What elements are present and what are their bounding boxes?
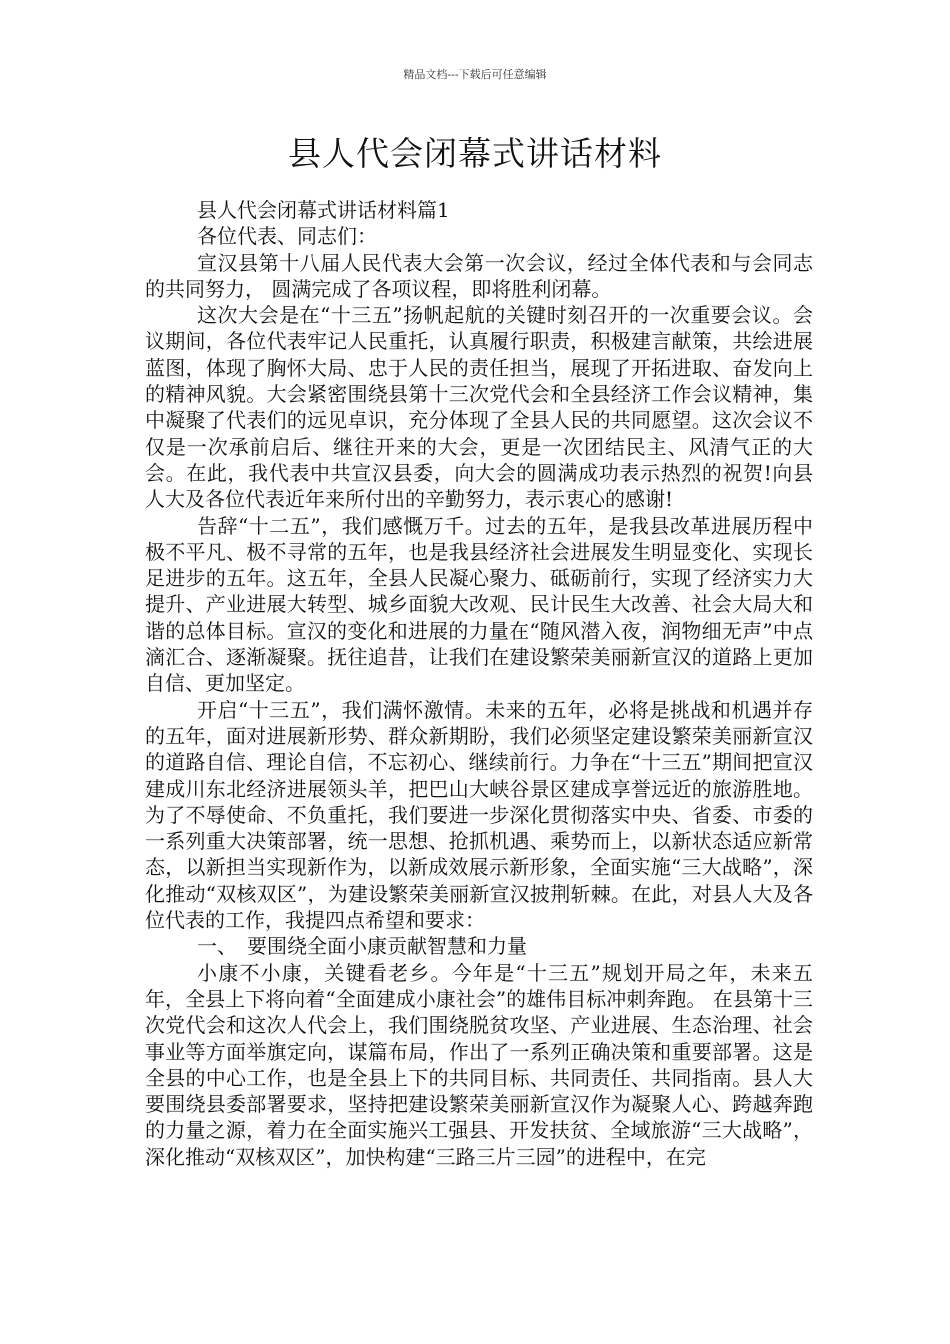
paragraph-subtitle: 县人代会闭幕式讲话材料篇1 [197,198,450,222]
document-title: 县人代会闭幕式讲话材料 [288,134,662,173]
section-heading: 一、 要围绕全面小康贡献智慧和力量 [197,934,527,959]
header-note: 精品文档---下载后可任意编辑 [403,68,547,81]
paragraph: 告辞“十二五”，我们感慨万千。过去的五年，是我县改革进展历程中极不平凡、极不寻常的五年，也是我县经济社会进展发生明显变化、实现长足进步的五年。这五年，全县人民凝心聚力、砥砺前行，实现了经济实力大提升、产业进展大转型、城乡面貌大改观、民计民生大改善、社会大局大和谐的总体目标。宣汉的变化和进展的力量在“随风潜入夜，润物细无声”中点滴汇合、逐渐凝聚。抚往追昔，让我们在建设繁荣美丽新宣汉的道路上更加自信、更加坚定。 [145,513,813,696]
document-body [145,197,813,1170]
paragraph: 这次大会是在“十三五”扬帆起航的关键时刻召开的一次重要会议。会议期间，各位代表牢记人民重托，认真履行职责，积极建言献策，共绘进展蓝图，体现了胸怀大局、忠于人民的责任担当，展现了开拓进取、奋发向上的精神风貌。大会紧密围绕县第十三次党代会和全县经济工作会议精神，集中凝聚了代表们的远见卓识，充分体现了全县人民的共同愿望。这次会议不仅是一次承前启后、继往开来的大会，更是一次团结民主、风清气正的大会。在此，我代表中共宣汉县委，向大会的圆满成功表示热烈的祝贺!向县人大及各位代表近年来所付出的辛勤努力，表示衷心的感谢! [145,303,813,512]
paragraph: 宣汉县第十八届人民代表大会第一次会议，经过全体代表和与会同志的共同努力， 圆满完成了各项议程，即将胜利闭幕。 [145,250,813,301]
paragraph: 开启“十三五”，我们满怀激情。未来的五年，必将是挑战和机遇并存的五年，面对进展新形势、群众新期盼，我们必须坚定建设繁荣美丽新宣汉的道路自信、理论自信，不忘初心、继续前行。力争在“十三五”期间把宣汉建成川东北经济进展领头羊，把巴山大峡谷景区建成享誉远近的旅游胜地。为了不辱使命、不负重托，我们要进一步深化贯彻落实中央、省委、市委的一系列重大决策部署，统一思想、抢抓机遇、乘势而上，以新状态适应新常态，以新担当实现新作为，以新成效展示新形象，全面实施“三大战略”，深化推动“双核双区”，为建设繁荣美丽新宣汉披荆斩棘。在此，对县人大及各位代表的工作，我提四点希望和要求： [145,697,813,933]
paragraph-salutation: 各位代表、同志们： [197,224,377,249]
paragraph: 小康不小康，关键看老乡。今年是“十三五”规划开局之年，未来五年，全县上下将向着“全面建成小康社会”的雄伟目标冲刺奔跑。 在县第十三次党代会和这次人代会上，我们围绕脱贫攻坚、产业进展、生态治理、社会事业等方面举旗定向，谋篇布局，作出了一系列正确决策和重要部署。这是全县的中心工作，也是全县上下的共同目标、共同责任、共同指南。县人大要围绕县委部署要求，坚持把建设繁荣美丽新宣汉作为凝聚人心、跨越奔跑的力量之源，着力在全面实施兴工强县、开发扶贫、全域旅游“三大战略”，深化推动“双核双区”，加快构建“三路三片三园”的进程中，在完 [145,960,813,1169]
